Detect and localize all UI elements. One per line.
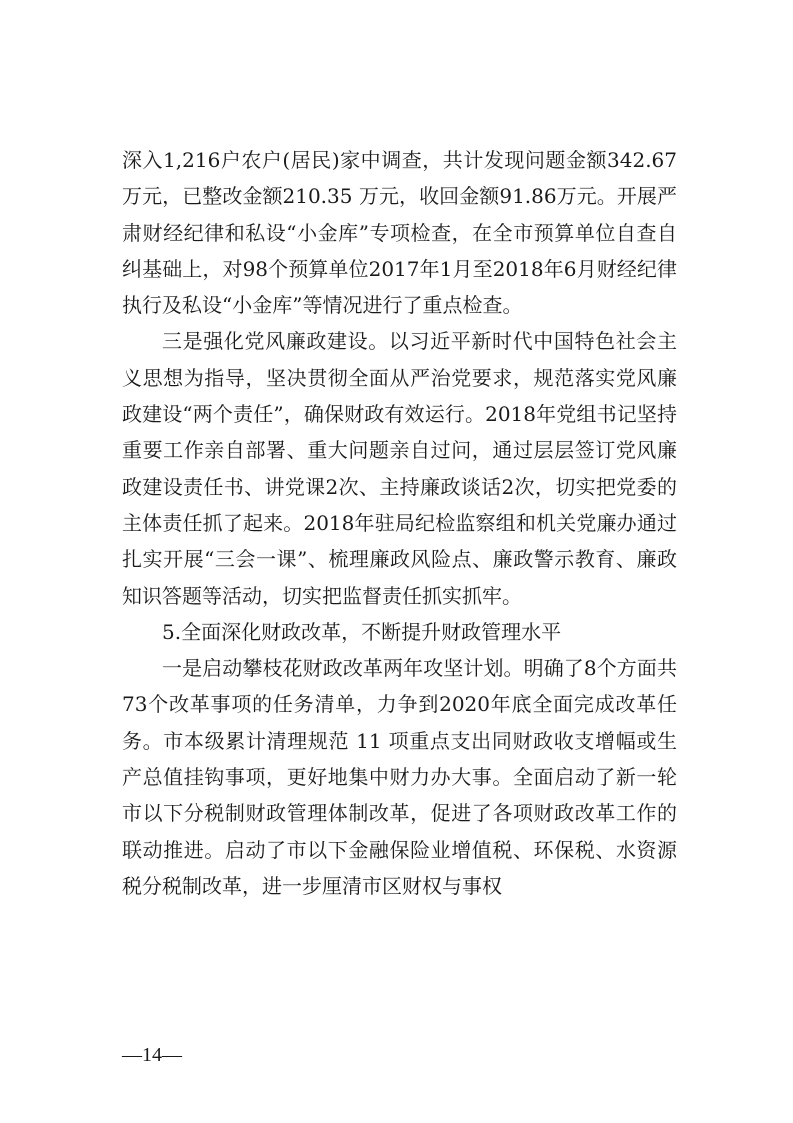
paragraph-continuation: 深入1,216户农户(居民)家中调查，共计发现问题金额342.67万元，已整改金额210.35 万元，收回金额91.86万元。开展严肃财经纪律和私设“小金库”专项检查，在全市预算单位自查自纠基础上，对98个预算单位2017年1月至2018年6月财经纪律执行及私设“小金库”等情况进行了重点检查。: [122, 148, 677, 318]
paragraph-fiscal-reform: 一是启动攀枝花财政改革两年攻坚计划。明确了8个方面共73个改革事项的任务清单，力争到2020年底全面完成改革任务。市本级累计清理规范 11 项重点支出同财政收支增幅或生产总值挂钩事项，更好地集中财力办大事。全面启动了新一轮市以下分税制财政管理体制改革，促进了各项财政改革工作的联动推进。启动了市以下金融保险业增值税、环保税、水资源税分税制改革，进一步厘清市区财权与事权: [122, 656, 677, 898]
body-text: [122, 142, 677, 904]
page-number: —14—: [122, 1044, 182, 1066]
section-heading: 5.全面深化财政改革，不断提升财政管理水平: [162, 619, 562, 644]
paragraph-party-conduct: 三是强化党风廉政建设。以习近平新时代中国特色社会主义思想为指导，坚决贯彻全面从严治党要求，规范落实党风廉政建设“两个责任”，确保财政有效运行。2018年党组书记坚持重要工作亲自部署、重大问题亲自过问，通过层层签订党风廉政建设责任书、讲党课2次、主持廉政谈话2次，切实把党委的主体责任抓了起来。2018年驻局纪检监察组和机关党廉办通过扎实开展“三会一课”、梳理廉政风险点、廉政警示教育、廉政知识答题等活动，切实把监督责任抓实抓牢。: [122, 329, 677, 608]
